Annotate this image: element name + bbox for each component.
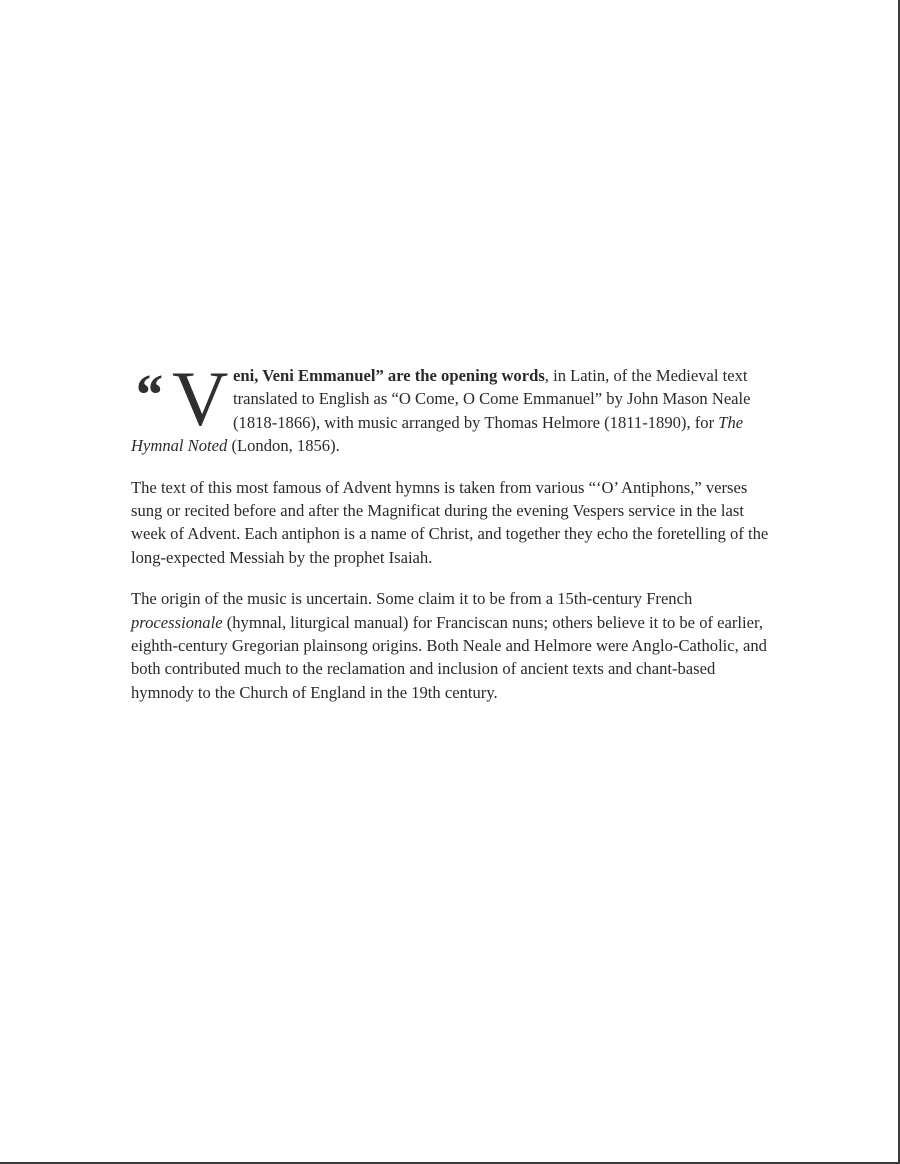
- lead-bold-phrase: eni, Veni Emmanuel” are the opening words: [233, 366, 545, 385]
- lead-text-part-2: (London, 1856).: [227, 436, 340, 456]
- origin-text-part-2: (hymnal, liturgical manual) for Franciscan nuns; others believe it to be of earlier, eighth-century Gregorian plainsong origins. Both Neale and Helmore were Anglo-Catholic, and both contributed much to the reclamation and inclusion of ancient texts and chant-based hymnody to the Church of England in the 19th century.: [131, 612, 767, 702]
- origin-text-part-1: The origin of the music is uncertain. Some claim it to be from a 15th-century French: [131, 589, 693, 609]
- drop-cap-letter: V: [172, 355, 229, 442]
- drop-cap-quote-mark: “: [133, 362, 162, 427]
- paragraph-music-origin: [131, 587, 771, 704]
- paragraph-antiphons: The text of this most famous of Advent hymns is taken from various “‘O’ Antiphons,” verses sung or recited before and after the Magnificat during the evening Vespers service in the last week of Advent. Each antiphon is a name of Christ, and together they echo the foretelling of the long-expected Messiah by the prophet Isaiah.: [131, 477, 769, 567]
- drop-cap: [131, 355, 231, 442]
- processionale-term: processionale: [131, 612, 223, 632]
- hymnal-title: The Hymnal Noted: [131, 412, 744, 456]
- lead-text-part-1: , in Latin, of the Medieval text translated to English as “O Come, O Come Emmanuel” by John Mason Neale (1818-1866), with music arranged by Thomas Helmore (1811-1890), for: [233, 366, 751, 432]
- article-body: [131, 355, 771, 722]
- lead-paragraph: [131, 355, 771, 458]
